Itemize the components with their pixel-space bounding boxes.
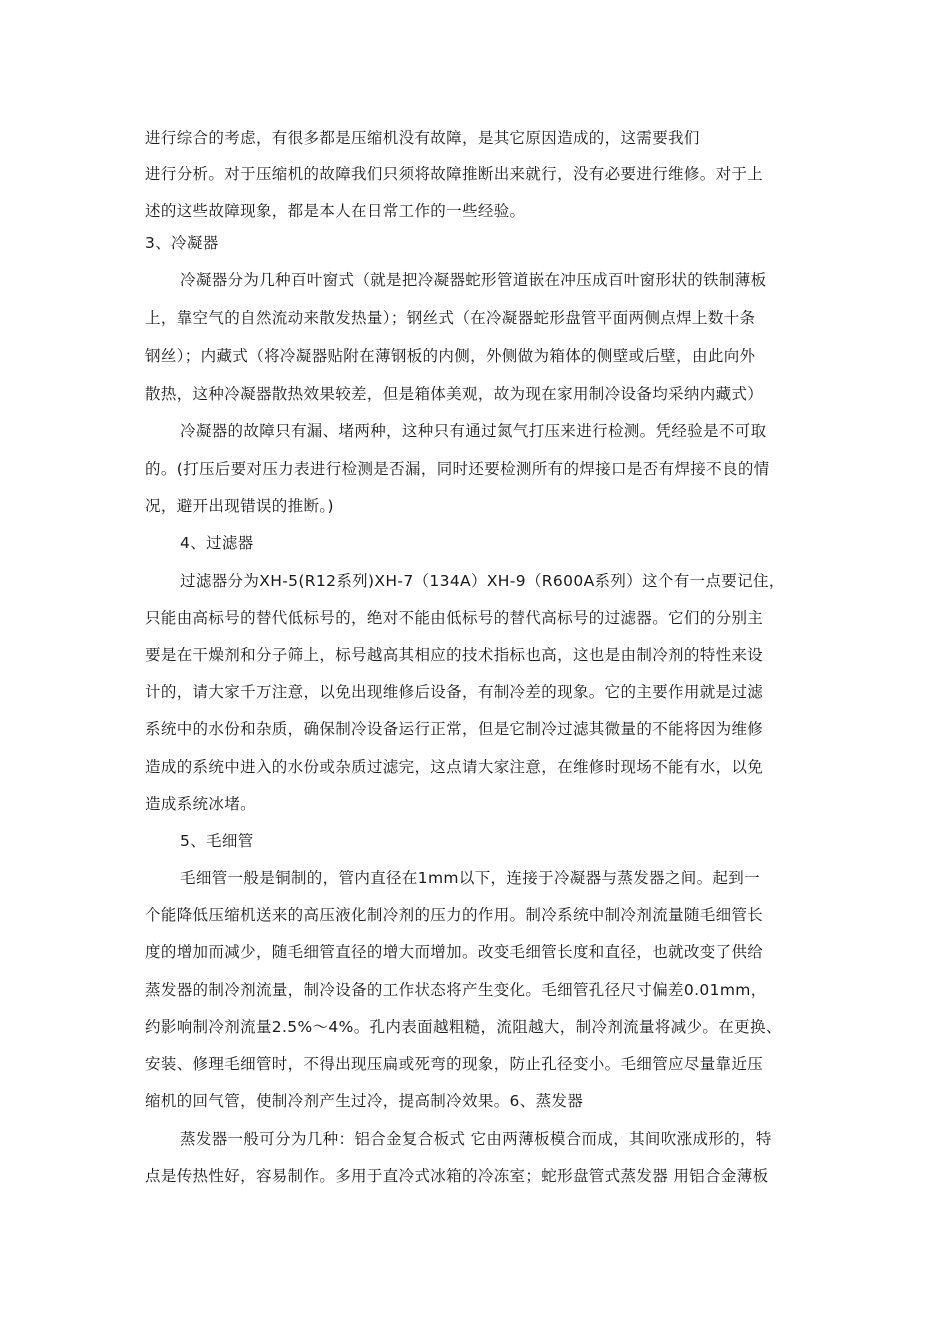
text-line: 个能降低压缩机送来的高压液化制冷剂的压力的作用。制冷系统中制冷剂流量随毛细管长 — [145, 906, 764, 924]
text-line: 述的这些故障现象，都是本人在日常工作的一些经验。 — [145, 202, 526, 220]
section-heading: 4、过滤器 — [180, 534, 254, 552]
text-line: 过滤器分为XH-5(R12系列)XH-7（134A）XH-9（R600A系列）这个有一点要记住， — [180, 572, 785, 590]
text-line: 冷凝器分为几种百叶窗式（就是把冷凝器蛇形管道嵌在冲压成百叶窗形状的铁制薄板 — [180, 271, 767, 289]
text-line: 散热，这种冷凝器散热效果较差，但是箱体美观，故为现在家用制冷设备均采纳内藏式） — [145, 385, 764, 403]
text-line: 蒸发器的制冷剂流量，制冷设备的工作状态将产生变化。毛细管孔径尺寸偏差0.01mm， — [145, 981, 767, 999]
text-line: 计的，请大家千万注意，以免出现维修后设备，有制冷差的现象。它的主要作用就是过滤 — [145, 683, 764, 701]
text-line: 造成的系统中进入的水份或杂质过滤完，这点请大家注意，在维修时现场不能有水，以免 — [145, 758, 764, 776]
text-line: 约影响制冷剂流量2.5%～4%。孔内表面越粗糙，流阻越大，制冷剂流量将减少。在更换、 — [145, 1018, 782, 1036]
text-line: 上，靠空气的自然流动来散发热量）；钢丝式（在冷凝器蛇形盘管平面两侧点焊上数十条 — [145, 309, 756, 327]
text-line: 进行分析。对于压缩机的故障我们只须将故障推断出来就行，没有必要进行维修。对于上 — [145, 165, 764, 183]
text-line: 的。(打压后要对压力表进行检测是否漏，同时还要检测所有的焊接口是否有焊接不良的情 — [145, 460, 770, 478]
text-line: 只能由高标号的替代低标号的，绝对不能由低标号的替代高标号的过滤器。它们的分别主 — [145, 609, 764, 627]
section-heading: 3、冷凝器 — [145, 234, 219, 252]
text-line: 造成系统冰堵。 — [145, 795, 256, 813]
text-line: 毛细管一般是铜制的，管内直径在1mm以下，连接于冷凝器与蒸发器之间。起到一 — [180, 869, 761, 887]
text-line: 度的增加而减少，随毛细管直径的增大而增加。改变毛细管长度和直径，也就改变了供给 — [145, 943, 764, 961]
text-line: 系统中的水份和杂质，确保制冷设备运行正常，但是它制冷过滤其微量的不能将因为维修 — [145, 720, 764, 738]
text-line: 冷凝器的故障只有漏、堵两种，这种只有通过氮气打压来进行检测。凭经验是不可取 — [180, 422, 767, 440]
section-heading: 5、毛细管 — [180, 832, 254, 850]
text-line: 要是在干燥剂和分子筛上，标号越高其相应的技术指标也高，这也是由制冷剂的特性来设 — [145, 646, 764, 664]
text-line: 蒸发器一般可分为几种：铝合金复合板式 它由两薄板模合而成，其间吹涨成形的，特 — [180, 1130, 772, 1148]
text-line: 进行综合的考虑，有很多都是压缩机没有故障，是其它原因造成的，这需要我们 — [145, 129, 700, 147]
text-line: 安装、修理毛细管时，不得出现压扁或死弯的现象，防止孔径变小。毛细管应尽量靠近压 — [145, 1055, 764, 1073]
text-line: 况，避开出现错误的推断。) — [145, 497, 334, 515]
text-line: 点是传热性好，容易制作。多用于直冷式冰箱的冷冻室；蛇形盘管式蒸发器 用铝合金薄板 — [145, 1167, 769, 1185]
text-line: 缩机的回气管，使制冷剂产生过冷，提高制冷效果。6、蒸发器 — [145, 1092, 584, 1110]
text-line: 钢丝）；内藏式（将冷凝器贴附在薄钢板的内侧，外侧做为箱体的侧壁或后壁，由此向外 — [145, 347, 756, 365]
